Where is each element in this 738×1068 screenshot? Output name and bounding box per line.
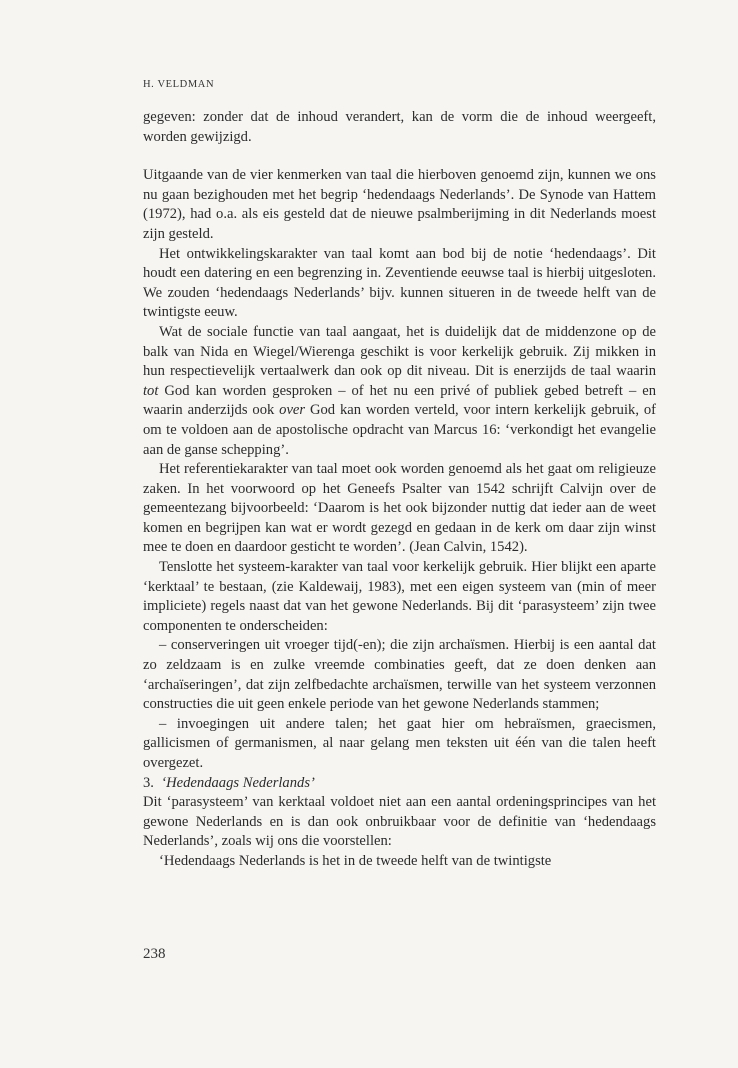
paragraph: Uitgaande van de vier kenmerken van taal die hierboven genoemd zijn, kunnen we ons nu gaan bezighouden met het begrip ‘hedendaags Nederlands’. De Synode van Hattem (1972), had o.a. als eis gesteld dat de nieuwe psalmberijming in dit Nederlands moest zijn gesteld. — [143, 167, 656, 242]
paragraph: Tenslotte het systeem-karakter van taal voor kerkelijk gebruik. Hier blijkt een aparte ‘kerktaal’ te bestaan, (zie Kaldewaij, 1983), met een eigen systeem van (min of meer impliciete) regels naast dat van het gewone Nederlands. Bij dit ‘parasysteem’ zijn twee componenten te onderscheiden: — [143, 559, 656, 634]
emphasis: over — [279, 402, 306, 419]
running-header: H. VELDMAN — [143, 79, 215, 90]
text-run: God kan worden gesproken – of het nu een privé of publiek gebed betreft – en waarin anderzijds ook — [143, 382, 656, 419]
list-item: – conserveringen uit vroeger tijd(-en); die zijn archaïsmen. Hierbij is een aantal dat zo zeldzaam is en zulke vreemde combinaties geeft, dat ze doen denken aan ‘archaïseringen’, dat zijn zelfbedachte archaïsmen, terwille van het systeem verzonnen constructies die uit geen enkele periode van het gewone Nederlands stammen; — [143, 637, 656, 713]
paragraph: Het ontwikkelingskarakter van taal komt aan bod bij de notie ‘hedendaags’. Dit houdt een datering en een begrenzing in. Zeventiende eeuwse taal is hierbij uitgesloten. We zouden ‘hedendaags Nederlands’ bijv. kunnen situeren in de tweede helft van de twintigste eeuw. — [143, 245, 656, 321]
text-run: Wat de sociale functie van taal aangaat, het is duidelijk dat de middenzone op de balk van Nida en Wiegel/Wierenga geschikt is voor kerkelijk gebruik. Zij mikken in hun respectievelijk vertaalwerk dan ook op dit niveau. Dit is enerzijds de taal waarin — [143, 323, 656, 380]
paragraph — [143, 323, 656, 460]
section-title: ‘Hedendaags Nederlands’ — [161, 774, 315, 791]
paragraph: ‘Hedendaags Nederlands is het in de tweede helft van de twintigste — [159, 852, 552, 869]
paragraph: gegeven: zonder dat de inhoud verandert, kan de vorm die de inhoud weergeeft, worden gewijzigd. — [143, 109, 656, 145]
body-text — [143, 108, 656, 872]
page-number: 238 — [143, 946, 166, 962]
text-run: God kan worden verteld, voor intern kerkelijk gebruik, of om te voldoen aan de apostolische opdracht van Marcus 16: ‘verkondigt het evangelie aan de ganse schepping’. — [143, 402, 656, 458]
list-item: – invoegingen uit andere talen; het gaat hier om hebraïsmen, graecismen, gallicismen of germanismen, al naar gelang men teksten uit één van die talen heeft overgezet. — [143, 715, 656, 771]
section-heading — [143, 774, 656, 794]
emphasis: tot — [143, 382, 159, 399]
section-number: 3. — [143, 774, 154, 791]
paragraph: Dit ‘parasysteem’ van kerktaal voldoet niet aan een aantal ordeningsprincipes van het gewone Nederlands en is dan ook onbruikbaar voor de definitie van ‘hedendaags Nederlands’, zoals wij ons die voorstellen: — [143, 794, 656, 850]
paragraph: Het referentiekarakter van taal moet ook worden genoemd als het gaat om religieuze zaken. In het voorwoord op het Geneefs Psalter van 1542 schrijft Calvijn over de gemeentezang bijvoorbeeld: ‘Daarom is het ook bijzonder nuttig dat ieder aan de weet komen en begrijpen kan wat er wordt gezegd en gedaan in de kerk om daar zijn winst mee te doen en daardoor gesticht te worden’. (Jean Calvin, 1542). — [143, 461, 656, 556]
